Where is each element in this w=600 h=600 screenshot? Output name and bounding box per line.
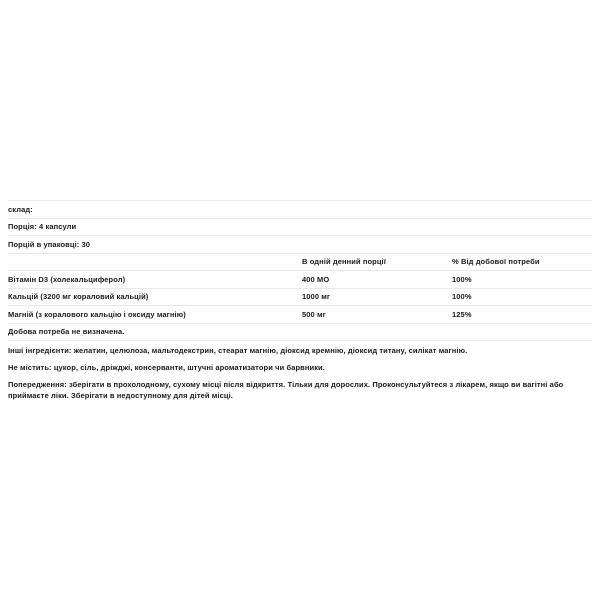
header-percent-daily-value: % Від добової потреби [452,257,540,267]
warnings-text: Попередження: зберігати в прохолодному, сухому місці після відкриття. Тільки для дорослих. Проконсультуйтеся з лікарем, якщо ви вагітні або приймаєте ліки. Зберігати в недоступному для дітей місці. [8,380,564,400]
nutrient-daily-value: 125% [452,309,472,319]
servings-per-container-row [8,236,592,254]
supplement-facts-panel [0,200,600,408]
other-ingredients-text: Інші інгредієнти: желатин, целюлоза, мальтодекстрин, стеарат магнію, діоксид кремнію, діоксид титану, силікат магнію. [8,346,468,355]
table-row [8,306,592,324]
table-header-row [8,254,592,272]
nutrient-amount: 500 мг [302,309,326,319]
nutrient-name: Магній (з коралового кальцію і оксиду магнію) [8,309,186,319]
servings-per-container-label: Порцій в упаковці: 30 [8,239,91,249]
table-row [8,271,592,289]
serving-size-row [8,219,592,237]
nutrient-name: Кальцій (3200 мг кораловий кальцій) [8,292,149,302]
additional-info [8,341,592,401]
composition-title: склад: [8,204,33,214]
nutrient-amount: 1000 мг [302,292,331,302]
serving-size-label: Порція: 4 капсули [8,222,77,232]
table-footnote-row [8,324,592,342]
nutrient-name: Вітамін D3 (холекальциферол) [8,274,126,284]
does-not-contain-text: Не містить: цукор, сіль, дріжджі, консерванти, штучні ароматизатори чи барвники. [8,363,325,372]
daily-value-footnote: Добова потреба не визначена. [8,327,125,337]
table-row [8,289,592,307]
composition-title-row [8,201,592,219]
nutrient-amount: 400 МО [302,274,330,284]
nutrient-daily-value: 100% [452,292,472,302]
facts-table [8,200,592,341]
header-amount-per-serving: В одній денний порції [302,257,386,267]
nutrient-daily-value: 100% [452,274,472,284]
